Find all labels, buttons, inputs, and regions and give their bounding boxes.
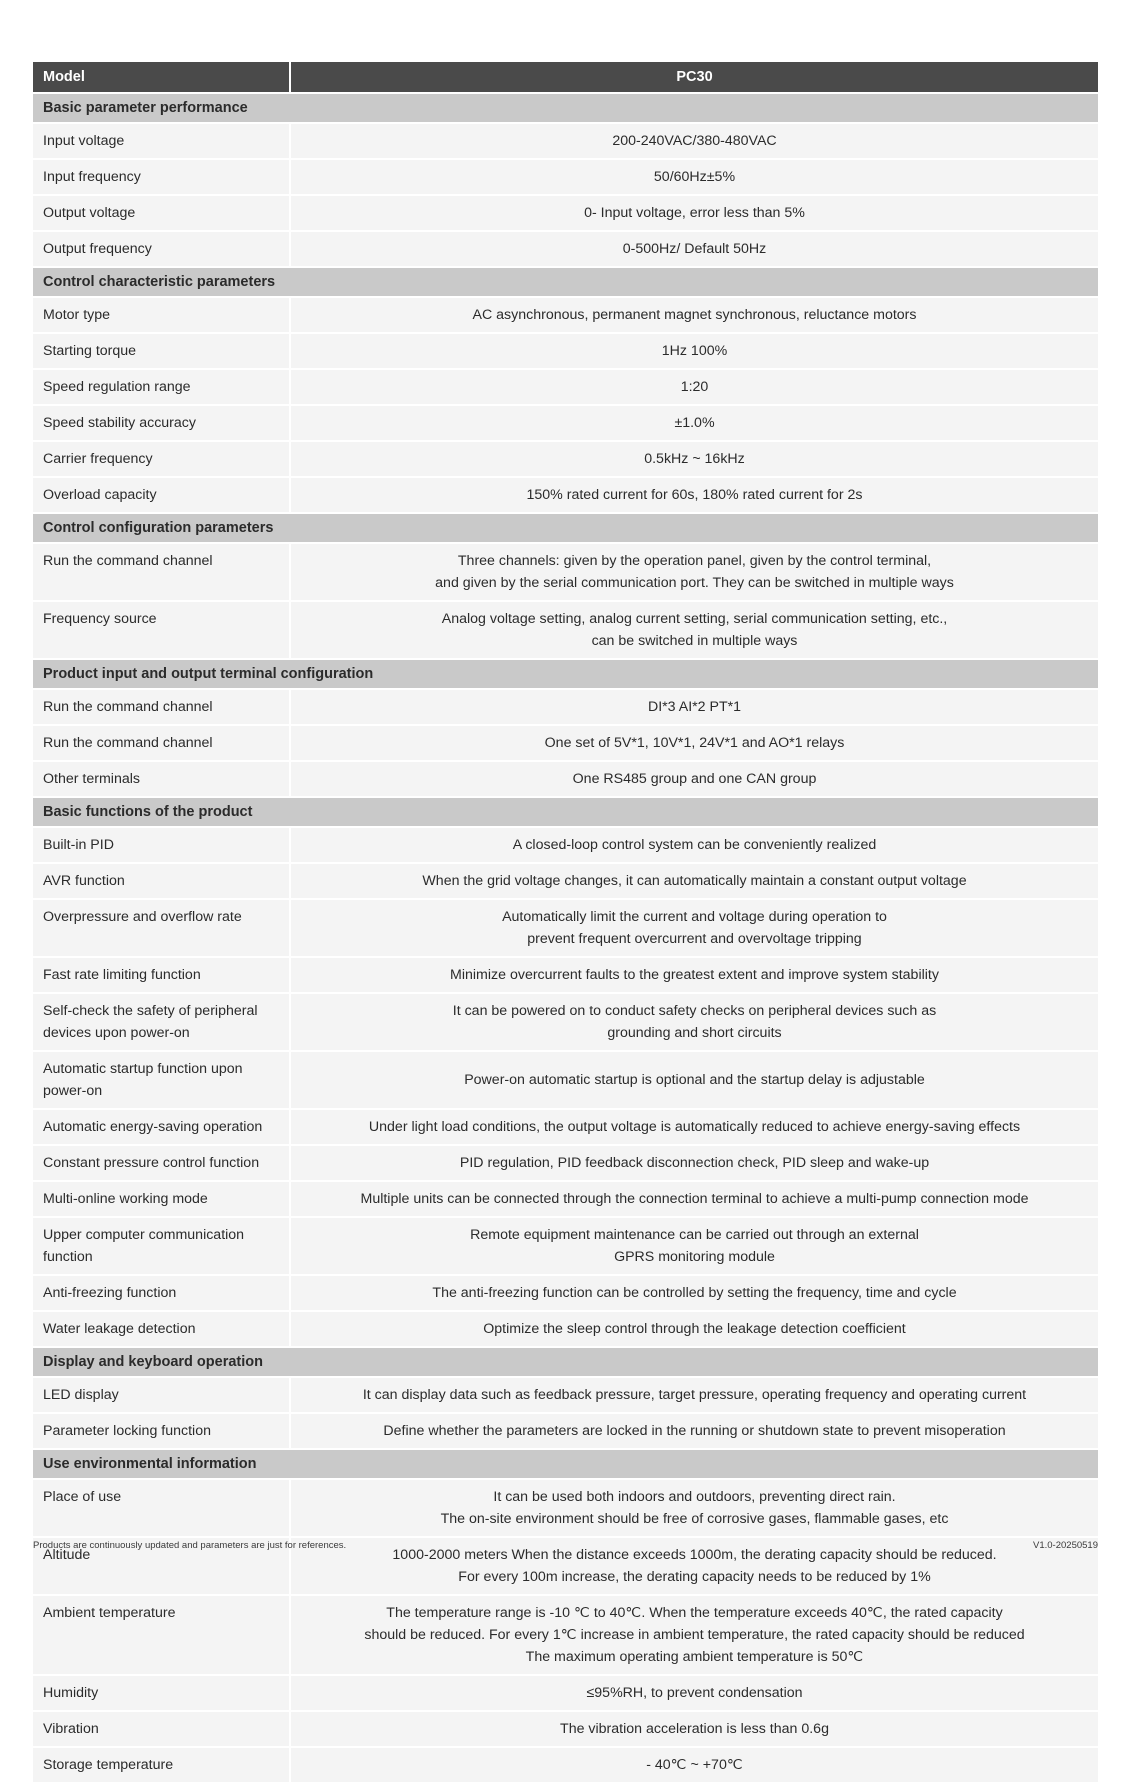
table-row: [33, 958, 1098, 992]
row-label: Run the command channel: [33, 544, 291, 600]
section-title: Control characteristic parameters: [33, 268, 1098, 296]
row-value-line: One set of 5V*1, 10V*1, 24V*1 and AO*1 relays: [544, 735, 845, 751]
table-row: [33, 1596, 1098, 1674]
table-row: [33, 544, 1098, 600]
table-header: [33, 62, 1098, 92]
row-value-line: 0-500Hz/ Default 50Hz: [622, 241, 767, 257]
row-label: Carrier frequency: [33, 442, 291, 476]
row-label: AVR function: [33, 864, 291, 898]
table-row: [33, 196, 1098, 230]
row-label: Overload capacity: [33, 478, 291, 512]
row-value-line: A closed-loop control system can be conveniently realized: [512, 837, 877, 853]
row-value-line: PID regulation, PID feedback disconnection check, PID sleep and wake-up: [459, 1155, 930, 1171]
section-title: Control configuration parameters: [33, 514, 1098, 542]
row-value-line: DI*3 AI*2 PT*1: [647, 699, 742, 715]
header-model-label: Model: [33, 62, 291, 92]
row-value-line: The on-site environment should be free of corrosive gases, flammable gases, etc: [440, 1511, 949, 1527]
row-value: [291, 1414, 1098, 1448]
row-label: Multi-online working mode: [33, 1182, 291, 1216]
row-label: Speed regulation range: [33, 370, 291, 404]
table-row: [33, 1146, 1098, 1180]
row-value-line: 1:20: [680, 379, 709, 395]
table-row: [33, 864, 1098, 898]
row-label: Run the command channel: [33, 690, 291, 724]
row-value: [291, 1218, 1098, 1274]
table-row: [33, 1218, 1098, 1274]
row-value: [291, 370, 1098, 404]
row-label: Run the command channel: [33, 726, 291, 760]
row-value-line: 150% rated current for 60s, 180% rated current for 2s: [526, 487, 863, 503]
table-row: [33, 298, 1098, 332]
row-value-line: GPRS monitoring module: [614, 1249, 775, 1265]
page-footer: [33, 1540, 1098, 1551]
table-row: [33, 994, 1098, 1050]
row-value-line: Multiple units can be connected through the connection terminal to achieve a multi-pump connection mode: [360, 1191, 1029, 1207]
section-header-row: [33, 514, 1098, 542]
table-row: [33, 602, 1098, 658]
row-value: [291, 298, 1098, 332]
row-value-line: 50/60Hz±5%: [653, 169, 736, 185]
row-value: [291, 1110, 1098, 1144]
row-value-line: Power-on automatic startup is optional and the startup delay is adjustable: [464, 1072, 925, 1088]
table-row: [33, 1276, 1098, 1310]
section-header-row: [33, 660, 1098, 688]
row-value: [291, 828, 1098, 862]
row-value: [291, 958, 1098, 992]
table-row: [33, 690, 1098, 724]
section-header-row: [33, 94, 1098, 122]
row-value-line: Optimize the sleep control through the leakage detection coefficient: [483, 1321, 906, 1337]
footer-note: Products are continuously updated and parameters are just for references.: [33, 1540, 347, 1551]
row-value-line: and given by the serial communication port. They can be switched in multiple ways: [435, 575, 954, 591]
row-label: Frequency source: [33, 602, 291, 658]
row-value-line: It can be powered on to conduct safety checks on peripheral devices such as: [452, 1003, 937, 1019]
table-row: [33, 762, 1098, 796]
row-value: [291, 124, 1098, 158]
row-label: Starting torque: [33, 334, 291, 368]
table-row: [33, 1378, 1098, 1412]
row-label: Constant pressure control function: [33, 1146, 291, 1180]
row-label: Input voltage: [33, 124, 291, 158]
row-value: [291, 1052, 1098, 1108]
row-value: [291, 1182, 1098, 1216]
row-label: Fast rate limiting function: [33, 958, 291, 992]
row-value: [291, 1596, 1098, 1674]
table-row: [33, 124, 1098, 158]
table-header-row: [33, 62, 1098, 92]
row-value: [291, 196, 1098, 230]
row-value: [291, 160, 1098, 194]
section-title: Basic parameter performance: [33, 94, 1098, 122]
table-row: [33, 1110, 1098, 1144]
row-value-line: Three channels: given by the operation panel, given by the control terminal,: [457, 553, 932, 569]
row-value: [291, 762, 1098, 796]
row-value-line: The maximum operating ambient temperature is 50℃: [525, 1649, 864, 1665]
table-row: [33, 1414, 1098, 1448]
row-value-line: Under light load conditions, the output voltage is automatically reduced to achieve energy-saving effects: [368, 1119, 1021, 1135]
row-label: Parameter locking function: [33, 1414, 291, 1448]
row-value-line: The temperature range is -10 ℃ to 40℃. When the temperature exceeds 40℃, the rated capacity: [386, 1605, 1003, 1621]
section-title: Use environmental information: [33, 1450, 1098, 1478]
table-row: [33, 828, 1098, 862]
row-label: Overpressure and overflow rate: [33, 900, 291, 956]
table-row: [33, 900, 1098, 956]
row-label: Anti-freezing function: [33, 1276, 291, 1310]
row-label: Water leakage detection: [33, 1312, 291, 1346]
row-label: LED display: [33, 1378, 291, 1412]
row-value-line: It can be used both indoors and outdoors, preventing direct rain.: [493, 1489, 896, 1505]
row-value-line: 1Hz 100%: [661, 343, 728, 359]
row-value: [291, 1748, 1098, 1782]
table-row: [33, 1480, 1098, 1536]
table-row: [33, 232, 1098, 266]
row-value-line: Automatically limit the current and voltage during operation to: [502, 909, 887, 925]
row-value-line: 200-240VAC/380-480VAC: [612, 133, 777, 149]
row-value: [291, 1378, 1098, 1412]
row-label: Vibration: [33, 1712, 291, 1746]
table-row: [33, 1052, 1098, 1108]
row-label: Speed stability accuracy: [33, 406, 291, 440]
specification-table: [33, 60, 1098, 1784]
row-value-line: Remote equipment maintenance can be carried out through an external: [470, 1227, 919, 1243]
row-label: Motor type: [33, 298, 291, 332]
table-row: [33, 370, 1098, 404]
row-value-line: The vibration acceleration is less than 0.6g: [560, 1721, 829, 1737]
row-value: [291, 442, 1098, 476]
row-value-line: Minimize overcurrent faults to the greatest extent and improve system stability: [450, 967, 939, 983]
table-body: [33, 94, 1098, 1782]
table-row: [33, 726, 1098, 760]
row-label: Built-in PID: [33, 828, 291, 862]
footer-version: V1.0-20250519: [1033, 1540, 1098, 1551]
row-value: [291, 1312, 1098, 1346]
row-value: [291, 864, 1098, 898]
row-value-line: - 40℃ ~ +70℃: [646, 1757, 743, 1773]
table-row: [33, 1182, 1098, 1216]
row-value: [291, 602, 1098, 658]
row-value: [291, 994, 1098, 1050]
row-value-line: It can display data such as feedback pressure, target pressure, operating frequency and operating current: [362, 1387, 1027, 1403]
table-row: [33, 1312, 1098, 1346]
section-header-row: [33, 1348, 1098, 1376]
row-value-line: should be reduced. For every 1℃ increase in ambient temperature, the rated capacity should be reduced: [364, 1627, 1025, 1643]
table-row: [33, 442, 1098, 476]
row-value: [291, 690, 1098, 724]
row-value-line: 0.5kHz ~ 16kHz: [644, 451, 745, 467]
row-label: Ambient temperature: [33, 1596, 291, 1674]
row-value: [291, 406, 1098, 440]
row-value-line: prevent frequent overcurrent and overvoltage tripping: [527, 931, 862, 947]
row-label: Altitude: [33, 1538, 291, 1594]
row-value-line: Define whether the parameters are locked in the running or shutdown state to prevent misoperation: [383, 1423, 1006, 1439]
section-header-row: [33, 798, 1098, 826]
row-value-line: For every 100m increase, the derating capacity needs to be reduced by 1%: [458, 1569, 931, 1585]
row-value-line: The anti-freezing function can be controlled by setting the frequency, time and cycle: [432, 1285, 957, 1301]
section-title: Basic functions of the product: [33, 798, 1098, 826]
row-value: [291, 726, 1098, 760]
section-title: Product input and output terminal configuration: [33, 660, 1098, 688]
row-value: [291, 1146, 1098, 1180]
row-value-line: can be switched in multiple ways: [591, 633, 798, 649]
row-value: [291, 1676, 1098, 1710]
row-label: Storage temperature: [33, 1748, 291, 1782]
row-label: Other terminals: [33, 762, 291, 796]
row-label: Upper computer communication function: [33, 1218, 291, 1274]
table-row: [33, 160, 1098, 194]
table-row: [33, 1712, 1098, 1746]
row-value: [291, 232, 1098, 266]
row-label: Place of use: [33, 1480, 291, 1536]
row-label: Output voltage: [33, 196, 291, 230]
table-row: [33, 1676, 1098, 1710]
row-value: [291, 900, 1098, 956]
table-row: [33, 406, 1098, 440]
row-label: Automatic startup function upon power-on: [33, 1052, 291, 1108]
row-value: [291, 1480, 1098, 1536]
table-row: [33, 334, 1098, 368]
row-value: [291, 1276, 1098, 1310]
header-model-value: PC30: [291, 62, 1098, 92]
row-value-line: ±1.0%: [674, 415, 715, 431]
row-value-line: 1000-2000 meters When the distance exceeds 1000m, the derating capacity should be reduced.: [392, 1547, 997, 1563]
row-label: Self-check the safety of peripheral devices upon power-on: [33, 994, 291, 1050]
row-label: Output frequency: [33, 232, 291, 266]
row-value-line: One RS485 group and one CAN group: [572, 771, 817, 787]
table-row: [33, 1748, 1098, 1782]
row-value-line: AC asynchronous, permanent magnet synchronous, reluctance motors: [472, 307, 917, 323]
table-row: [33, 478, 1098, 512]
row-value: [291, 334, 1098, 368]
row-label: Automatic energy-saving operation: [33, 1110, 291, 1144]
row-label: Input frequency: [33, 160, 291, 194]
section-header-row: [33, 1450, 1098, 1478]
row-value: [291, 1712, 1098, 1746]
row-value-line: Analog voltage setting, analog current setting, serial communication setting, etc.,: [441, 611, 948, 627]
row-value-line: 0- Input voltage, error less than 5%: [584, 205, 805, 221]
row-value: [291, 478, 1098, 512]
row-label: Humidity: [33, 1676, 291, 1710]
section-header-row: [33, 268, 1098, 296]
row-value-line: ≤95%RH, to prevent condensation: [586, 1685, 803, 1701]
row-value-line: When the grid voltage changes, it can automatically maintain a constant output voltage: [422, 873, 967, 889]
row-value-line: grounding and short circuits: [607, 1025, 782, 1041]
section-title: Display and keyboard operation: [33, 1348, 1098, 1376]
row-value: [291, 544, 1098, 600]
